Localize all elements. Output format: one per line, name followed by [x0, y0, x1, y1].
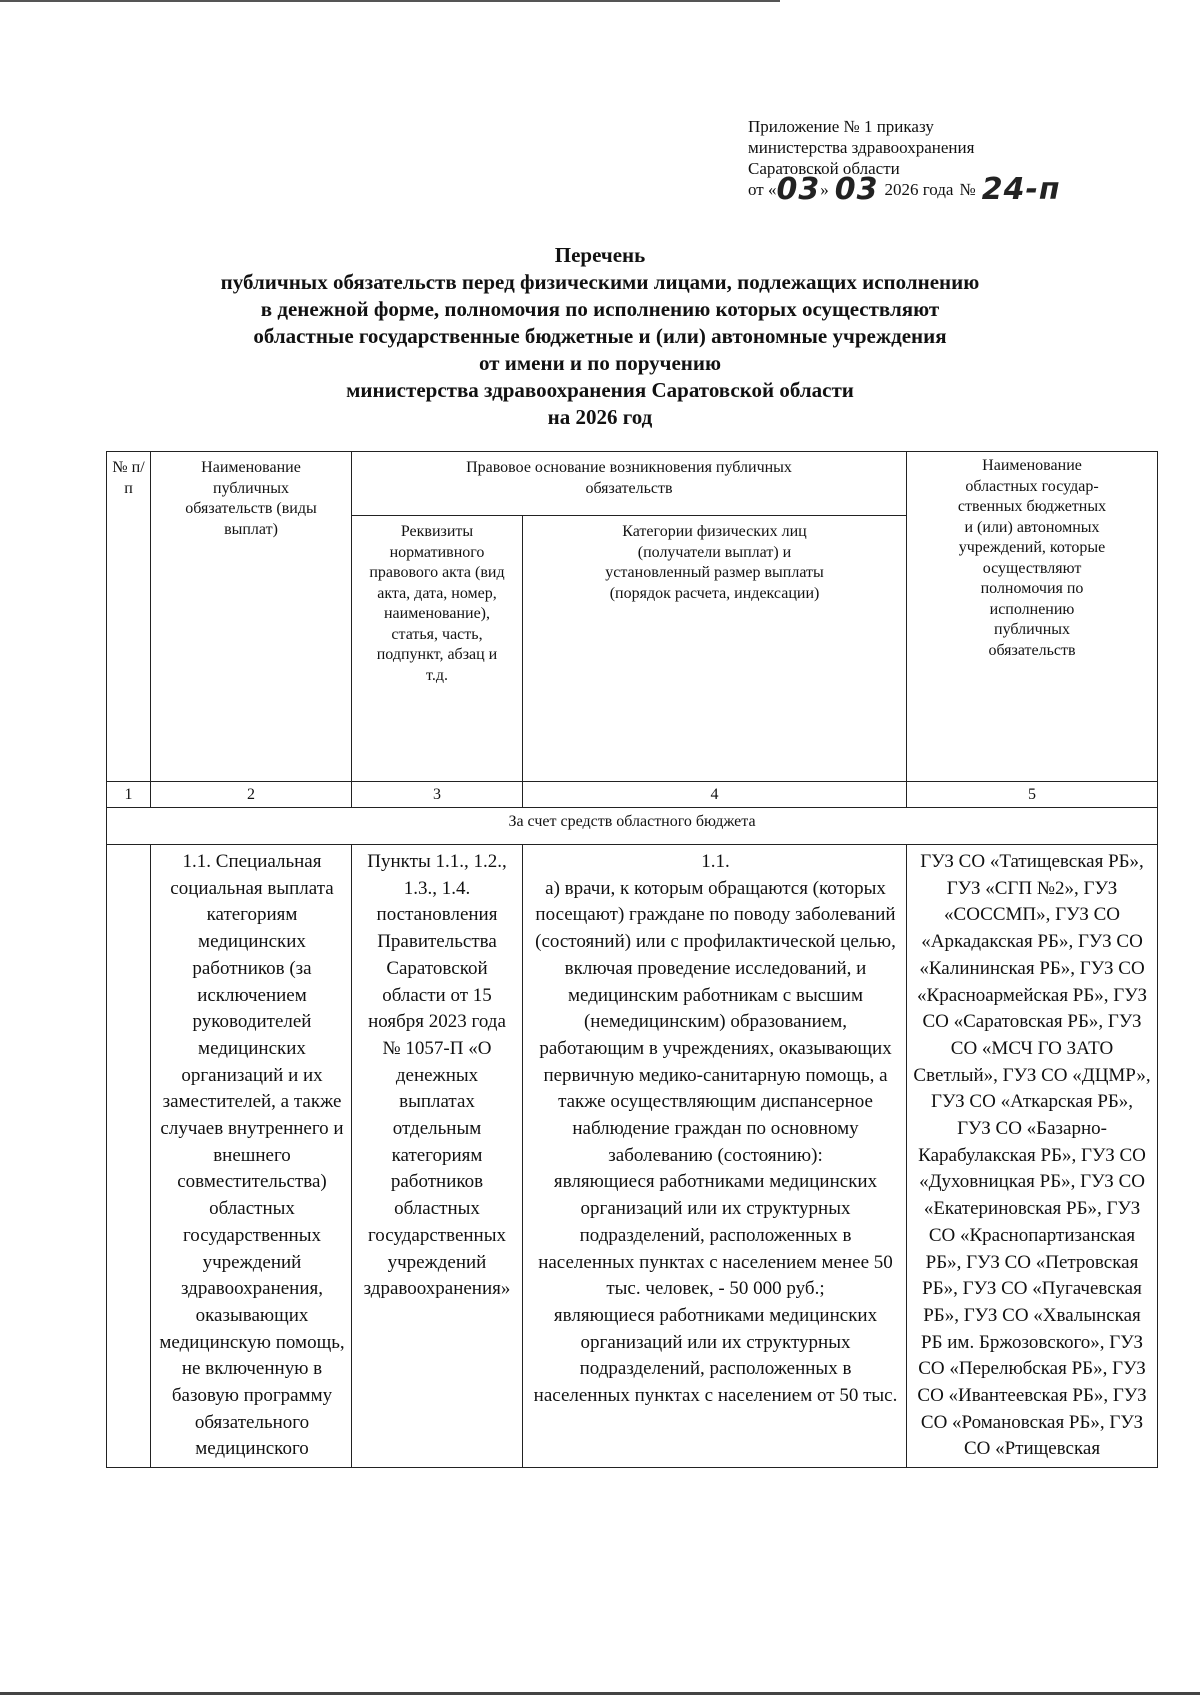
header-line-3: Саратовской области: [748, 159, 900, 178]
funding-source-row: [107, 808, 1158, 845]
recipient-categories: [523, 845, 907, 1468]
col-number-3: 3: [352, 782, 523, 808]
categories-item-number: 1.1.: [701, 851, 730, 872]
col-number-5: 5: [907, 782, 1158, 808]
title-line-2: публичных обязательств перед физическими лицами, подлежащих исполнению: [220, 270, 980, 294]
col-number-4: 4: [523, 782, 907, 808]
col-number-2: 2: [151, 782, 352, 808]
categories-doctors: а) врачи, к которым обращаются (которых посещают) граждане по поводу заболеваний (состояний) или с профилактической целью, включая проведение исследований, и медицинским работникам с высшим (немедицинским) образованием, работающим в учреждениях, оказывающих первичную медико-санитарную помощь, а также осуществляющим диспансерное наблюдение граждан по основному заболеванию (состоянию):: [535, 877, 896, 1166]
header-line-1: Приложение № 1 приказу: [748, 117, 934, 136]
handwritten-month: 03: [834, 172, 879, 207]
title-line-7: на 2026 год: [547, 405, 653, 429]
title-line-4: областные государственные бюджетные и (или) автономные учреждения: [253, 324, 947, 348]
header-col-number: № п/п: [107, 452, 151, 782]
categories-under-50k: являющиеся работниками медицинских организаций или их структурных подразделений, расположенных в населенных пунктах с населением менее 50 тыс. человек, - 50 000 руб.;: [538, 1171, 893, 1300]
header-col-categories: Категории физических лиц (получатели выплат) и установленный размер выплаты (порядок расчета, индексации): [523, 516, 907, 782]
handwritten-order-number: 24-п: [981, 172, 1061, 207]
column-numbers-row: [107, 782, 1158, 808]
obligations-table: [106, 451, 1158, 1468]
date-separator: »: [820, 180, 829, 199]
institutions-list: ГУЗ СО «Татищевская РБ», ГУЗ «СГП №2», ГУЗ «СОССМП», ГУЗ СО «Аркадакская РБ», ГУЗ СО «Калининская РБ», ГУЗ СО «Красноармейская РБ», ГУЗ СО «Саратовская РБ», ГУЗ СО «МСЧ ГО ЗАТО Светлый», ГУЗ СО «ДЦМР», ГУЗ СО «Аткарская РБ», ГУЗ СО «Базарно-Карабулакская РБ», ГУЗ СО «Духовницкая РБ», ГУЗ СО «Екатериновская РБ», ГУЗ СО «Краснопартизанская РБ», ГУЗ СО «Петровская РБ», ГУЗ СО «Пугачевская РБ», ГУЗ СО «Хвалынская РБ им. Бржозовского», ГУЗ СО «Перелюбская РБ», ГУЗ СО «Ивантеевская РБ», ГУЗ СО «Романовская РБ», ГУЗ СО «Ртищевская: [907, 845, 1158, 1468]
title-line-1: Перечень: [554, 243, 646, 267]
scan-edge-top: [0, 0, 780, 2]
funding-source-label: За счет средств областного бюджета: [107, 808, 1158, 845]
col-number-1: 1: [107, 782, 151, 808]
header-col-name: Наименование публичных обязательств (виды выплат): [151, 452, 352, 782]
order-date-line: [748, 172, 1168, 207]
legal-basis: Пункты 1.1., 1.2., 1.3., 1.4. постановления Правительства Саратовской области от 15 ноября 2023 года № 1057-П «О денежных выплатах отдельным категориям работников областных государственных учреждений здравоохранения»: [352, 845, 523, 1468]
categories-over-50k: являющиеся работниками медицинских организаций или их структурных подразделений, расположенных в населенных пунктах с населением от 50 тыс.: [533, 1304, 898, 1407]
table-header-row: [107, 452, 1158, 516]
obligation-name: 1.1. Специальная социальная выплата категориям медицинских работников (за исключением руководителей медицинских организаций и их заместителей, а также случаев внутреннего и внешнего совместительства) областных государственных учреждений здравоохранения, оказывающих медицинскую помощь, не включенную в базовую программу обязательного медицинского: [151, 845, 352, 1468]
approval-header: [748, 116, 1168, 207]
handwritten-day: 03: [776, 172, 821, 207]
header-col-legal-basis: Правовое основание возникновения публичных обязательств: [352, 452, 907, 516]
title-line-3: в денежной форме, полномочия по исполнению которых осуществляют: [260, 297, 940, 321]
row-number: [107, 845, 151, 1468]
date-year: 2026 года: [884, 180, 954, 199]
header-col-institutions: Наименование областных государ-ственных бюджетных и (или) автономных учреждений, которые осуществляют полномочия по исполнению публичных обязательств: [907, 452, 1158, 782]
document-title: [150, 242, 1050, 431]
title-line-6: министерства здравоохранения Саратовской области: [346, 378, 854, 402]
number-prefix: №: [959, 180, 976, 199]
header-line-2: министерства здравоохранения: [748, 138, 975, 157]
title-line-5: от имени и по поручению: [478, 351, 722, 375]
date-prefix: от «: [748, 180, 777, 199]
table-row: [107, 845, 1158, 1468]
header-col-act-details: Реквизиты нормативного правового акта (вид акта, дата, номер, наименование), статья, часть, подпункт, абзац и т.д.: [352, 516, 523, 782]
